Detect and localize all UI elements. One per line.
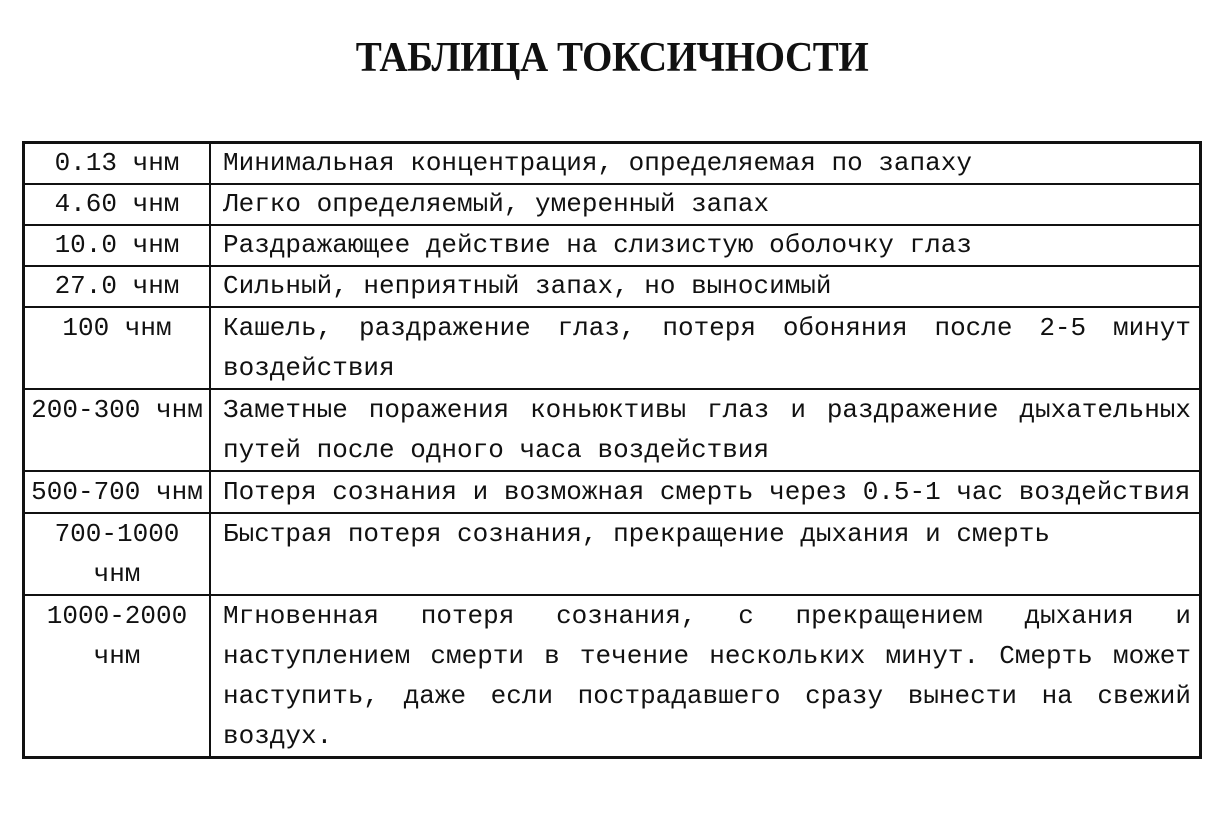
table-row bbox=[24, 143, 1201, 185]
concentration-cell: 0.13 чнм bbox=[24, 143, 211, 185]
concentration-cell: 1000-2000 чнм bbox=[24, 595, 211, 758]
effect-cell: Сильный, неприятный запах, но выносимый bbox=[210, 266, 1201, 307]
table-row bbox=[24, 184, 1201, 225]
toxicity-table bbox=[22, 141, 1202, 759]
concentration-cell: 200-300 чнм bbox=[24, 389, 211, 471]
concentration-cell: 27.0 чнм bbox=[24, 266, 211, 307]
effect-cell: Быстрая потеря сознания, прекращение дыхания и смерть bbox=[210, 513, 1201, 595]
table-row bbox=[24, 225, 1201, 266]
effect-cell: Потеря сознания и возможная смерть через 0.5-1 час воздействия bbox=[210, 471, 1201, 513]
concentration-cell: 4.60 чнм bbox=[24, 184, 211, 225]
concentration-cell: 500-700 чнм bbox=[24, 471, 211, 513]
table-row bbox=[24, 513, 1201, 595]
effect-cell: Легко определяемый, умеренный запах bbox=[210, 184, 1201, 225]
effect-cell: Раздражающее действие на слизистую оболочку глаз bbox=[210, 225, 1201, 266]
page-title: ТАБЛИЦА ТОКСИЧНОСТИ bbox=[355, 35, 869, 81]
effect-cell: Кашель, раздражение глаз, потеря обоняния после 2-5 минут воздействия bbox=[210, 307, 1201, 389]
table-row bbox=[24, 389, 1201, 471]
table-row bbox=[24, 471, 1201, 513]
table-row bbox=[24, 307, 1201, 389]
effect-cell: Заметные поражения коньюктивы глаз и раздражение дыхательных путей после одного часа воздействия bbox=[210, 389, 1201, 471]
concentration-cell: 10.0 чнм bbox=[24, 225, 211, 266]
effect-cell: Мгновенная потеря сознания, с прекращением дыхания и наступлением смерти в течение нескольких минут. Смерть может наступить, даже если пострадавшего сразу вынести на свежий воздух. bbox=[210, 595, 1201, 758]
concentration-cell: 700-1000 чнм bbox=[24, 513, 211, 595]
table-row bbox=[24, 266, 1201, 307]
effect-cell: Минимальная концентрация, определяемая по запаху bbox=[210, 143, 1201, 185]
concentration-cell: 100 чнм bbox=[24, 307, 211, 389]
table-row bbox=[24, 595, 1201, 758]
